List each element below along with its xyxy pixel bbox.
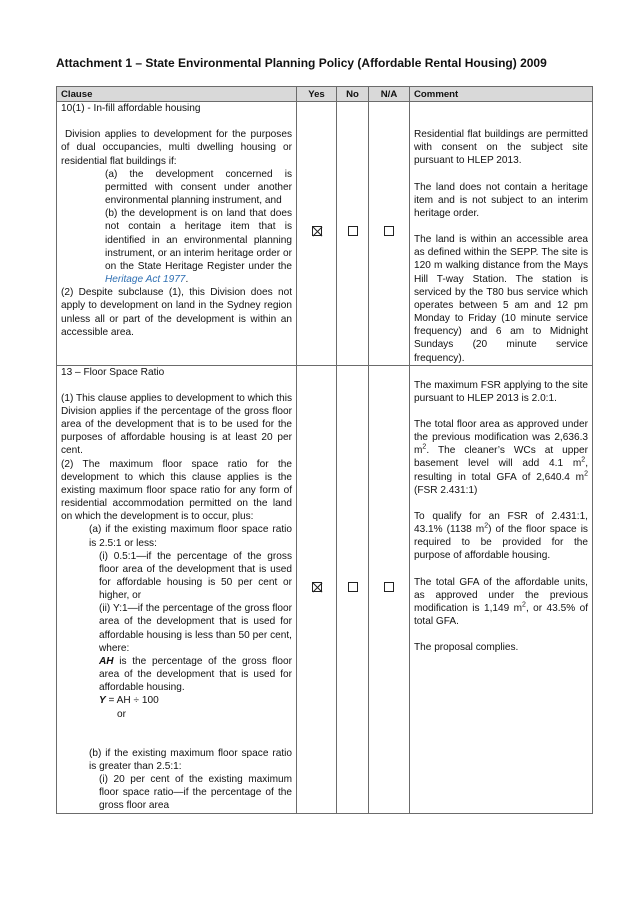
clause-text: or (117, 708, 126, 720)
clause-text (61, 694, 292, 707)
clause-text (61, 207, 292, 286)
superscript: 2 (484, 522, 489, 530)
na-cell (369, 365, 410, 813)
clause-text: (2) Despite subclause (1), this Division does not apply to development on land in the Sydney region unless all or part of the development is within an accessible area. (61, 287, 292, 338)
y-definition: = AH ÷ 100 (105, 695, 159, 707)
yes-checkbox[interactable] (312, 226, 322, 236)
clause-heading: 10(1) - In-fill affordable housing (61, 103, 201, 115)
yes-cell (297, 365, 337, 813)
header-na: N/A (369, 87, 410, 102)
comment-cell-fsr (410, 365, 593, 813)
comment-text (414, 418, 588, 497)
comment-text (414, 510, 588, 563)
na-checkbox[interactable] (384, 582, 394, 592)
comment-cell-infill (410, 102, 593, 366)
clause-text-span: (b) the development is on land that does not contain a heritage item that is identified in an environmental planning instrument, or an interim heritage order or on the State Heritage Register under the (105, 208, 292, 272)
comment-span: ) of the floor space is required to be provided for the purpose of affordable housing. (414, 524, 588, 562)
clause-text: Division applies to development for the purposes of dual occupancies, multi dwelling housing or residential flat buildings if: (61, 129, 292, 167)
clause-text: (i) 0.5:1—if the percentage of the gross floor area of the development that is used for affordable housing is 50 per cent or higher, or (99, 550, 292, 602)
clause-text: (a) the development concerned is permitted with consent under another environmental planning instrument, and (105, 168, 292, 207)
comment-span: The total GFA of the affordable units, as approved under the previous modification is 1,149 m (414, 576, 588, 614)
comment-text: The land is within an accessible area as defined within the SEPP. The site is 120 m walking distance from the Mays Hill T-way Station. The station is serviced by the T80 bus service which operates between 5 am and 12 pm Monday to Friday (10 minute service frequency) and 6 am to Midnight Sundays (20 minute service frequency). (414, 234, 588, 364)
page-title: Attachment 1 – State Environmental Planning Policy (Affordable Rental Housing) 2009 (56, 56, 547, 70)
comment-text (414, 576, 588, 629)
compliance-table (56, 86, 593, 814)
clause-cell-fsr (57, 365, 297, 813)
comment-text: The land does not contain a heritage item and is not subject to an interim heritage order. (414, 181, 588, 219)
comment-span: , or 43.5% of total GFA. (414, 602, 588, 627)
header-yes: Yes (297, 87, 337, 102)
table-header-row (57, 87, 593, 102)
header-no: No (337, 87, 369, 102)
clause-cell-infill (57, 102, 297, 366)
clause-text: (a) if the existing maximum floor space ratio is 2.5:1 or less: (89, 524, 292, 549)
no-cell (337, 102, 369, 366)
comment-text: Residential flat buildings are permitted with consent on the subject site pursuant to HLEP 2013. (414, 129, 588, 167)
comment-span: The total floor area as approved under the previous modification was 2,636.3 m (414, 418, 588, 457)
header-comment: Comment (410, 87, 593, 102)
clause-text (61, 655, 292, 694)
heritage-act-link[interactable]: Heritage Act 1977 (105, 274, 186, 286)
ah-definition: is the percentage of the gross floor area of the development that is used for affordable housing. (99, 655, 292, 694)
clause-text-span: . (185, 274, 189, 286)
y-term: Y (99, 695, 106, 707)
clause-heading: 13 – Floor Space Ratio (61, 366, 165, 378)
clause-text: (1) This clause applies to development to which this Division applies if the percentage of the gross floor area of the development that is to be used for the purposes of affordable housing is at least 20 per cent. (61, 392, 292, 457)
no-cell (337, 365, 369, 813)
comment-span: . The cleaner’s WCs at upper basement level will add 4.1 m (414, 445, 588, 470)
table-row-infill (57, 102, 593, 366)
na-checkbox[interactable] (384, 226, 394, 236)
comment-span: (FSR 2.431:1) (414, 484, 478, 496)
superscript: 2 (422, 443, 427, 451)
comment-span: To qualify for an FSR of 2.431:1, 43.1% (1138 m (414, 510, 588, 536)
superscript: 2 (581, 457, 586, 465)
clause-text: (2) The maximum floor space ratio for the development to which this clause applies is the existing maximum floor space ratio for any form of residential accommodation permitted on the land on which the development is to occur, plus: (61, 458, 292, 523)
ah-term: AH (99, 655, 114, 667)
superscript: 2 (584, 470, 588, 478)
clause-text: (ii) Y:1—if the percentage of the gross floor area of the development that is used for affordable housing is less than 50 per cent, where: (99, 603, 292, 654)
na-cell (369, 102, 410, 366)
yes-checkbox[interactable] (312, 582, 322, 592)
no-checkbox[interactable] (348, 582, 358, 592)
table-row-fsr (57, 365, 593, 813)
no-checkbox[interactable] (348, 226, 358, 236)
clause-text: (i) 20 per cent of the existing maximum floor space ratio—if the percentage of the gross floor area (99, 774, 292, 812)
header-clause: Clause (57, 87, 297, 102)
comment-span: , resulting in total GFA of 2,640.4 m (414, 458, 588, 483)
yes-cell (297, 102, 337, 366)
superscript: 2 (522, 601, 526, 609)
comment-text: The proposal complies. (414, 642, 519, 654)
comment-text: The maximum FSR applying to the site pursuant to HLEP 2013 is 2.0:1. (414, 379, 588, 404)
clause-text: (b) if the existing maximum floor space ratio is greater than 2.5:1: (89, 747, 292, 772)
